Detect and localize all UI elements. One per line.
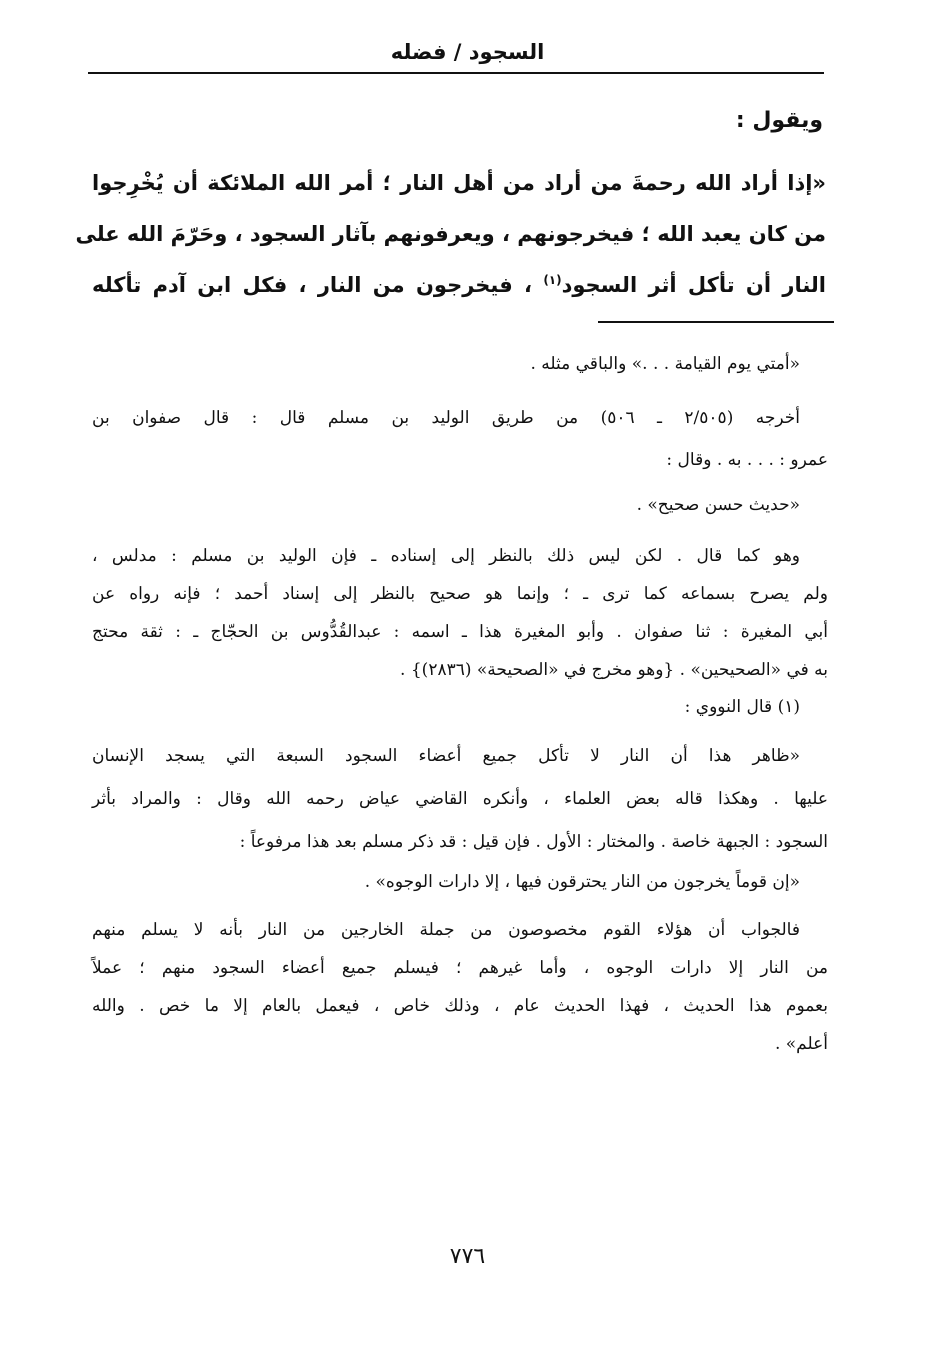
footnote-line: به في «الصحيحين» . {وهو مخرج في «الصحيحة» (٢٨٣٦)} . <box>400 660 828 680</box>
footnote-paragraph-6 <box>92 735 828 864</box>
footnote-paragraph-7 <box>92 872 828 892</box>
footnote-paragraph-1 <box>92 354 828 374</box>
footnote-line: «أمتي يوم القيامة . . .» والباقي مثله . <box>530 354 800 374</box>
header-rule <box>88 72 824 74</box>
running-header: السجود / فضله <box>390 40 545 64</box>
footnote-line: أخرجه (٢/٥٠٥ ـ ٥٠٦) من طريق الوليد بن مسلم قال : قال صفوان بن <box>92 408 800 428</box>
footnote-line: عمرو : . . . به . وقال : <box>666 450 828 470</box>
footnote-line: «حديث حسن صحيح» . <box>636 495 800 515</box>
footnote-paragraph-8 <box>92 911 828 1063</box>
footnote-paragraph-2 <box>92 397 828 481</box>
footnote-line: عليها . وهكذا قاله بعض العلماء ، وأنكره القاضي عياض رحمه الله وقال : والمراد بأثر <box>92 789 828 809</box>
footnote-line: (١) قال النووي : <box>684 697 800 717</box>
main-hadith-text <box>75 158 826 311</box>
footnote-line: ولم يصرح بسماعه كما ترى ـ ؛ وإنما هو صحيح بالنظر إلى إسناد أحمد ؛ فإنه رواه عن <box>92 584 828 604</box>
main-line-1: «إذا أراد الله رحمةَ من أراد من أهل النار ؛ أمر الله الملائكة أن يُخْرِجوا <box>92 171 826 195</box>
footnotes-section <box>92 346 828 1063</box>
footnote-line: أعلم» . <box>774 1034 828 1054</box>
footnote-line: فالجواب أن هؤلاء القوم مخصوصون من جملة الخارجين من النار بأنه لا يسلم منهم <box>92 920 800 940</box>
footnote-paragraph-3 <box>92 495 828 515</box>
footnote-separator <box>598 321 834 323</box>
footnote-paragraph-5 <box>92 697 828 717</box>
footnote-paragraph-4 <box>92 537 828 689</box>
main-line-2: من كان يعبد الله ؛ فيخرجونهم ، ويعرفونهم بآثار السجود ، وحَرّمَ الله على <box>75 222 826 246</box>
footnote-reference: (١) <box>543 273 562 287</box>
footnote-line: من النار إلا دارات الوجوه ، وأما غيرهم ؛ فيسلم جميع أعضاء السجود منهم ؛ عملاً <box>92 958 828 978</box>
main-line-3 <box>92 260 826 311</box>
footnote-line: أبي المغيرة : ثنا صفوان . وأبو المغيرة هذا ـ اسمه : عبدالقُدُّوس بن الحجّاج ـ : ثقة محتج <box>92 622 828 642</box>
main-intro: ويقول : <box>735 108 823 133</box>
footnote-line: السجود : الجبهة خاصة . والمختار : الأول . فإن قيل : قد ذكر مسلم بعد هذا مرفوعاً : <box>239 832 828 852</box>
main-line-3-b: ، فيخرجون من النار ، فكل ابن آدم تأكله <box>92 273 544 297</box>
footnote-line: «إن قوماً يخرجون من النار يحترقون فيها ، إلا دارات الوجوه» . <box>364 872 800 892</box>
page-number: ٧٧٦ <box>449 1244 486 1269</box>
footnote-line: بعموم هذا الحديث ، فهذا الحديث عام ، وذلك خاص ، فيعمل بالعام إلا ما خص . والله <box>92 996 828 1016</box>
main-line-3-a: النار أن تأكل أثر السجود <box>561 273 826 297</box>
footnote-line: وهو كما قال . لكن ليس ذلك بالنظر إلى إسناده ـ فإن الوليد بن مسلم : مدلس ، <box>92 546 800 566</box>
footnote-line: «ظاهر هذا أن النار لا تأكل جميع أعضاء السجود السبعة التي يسجد الإنسان <box>92 746 800 766</box>
